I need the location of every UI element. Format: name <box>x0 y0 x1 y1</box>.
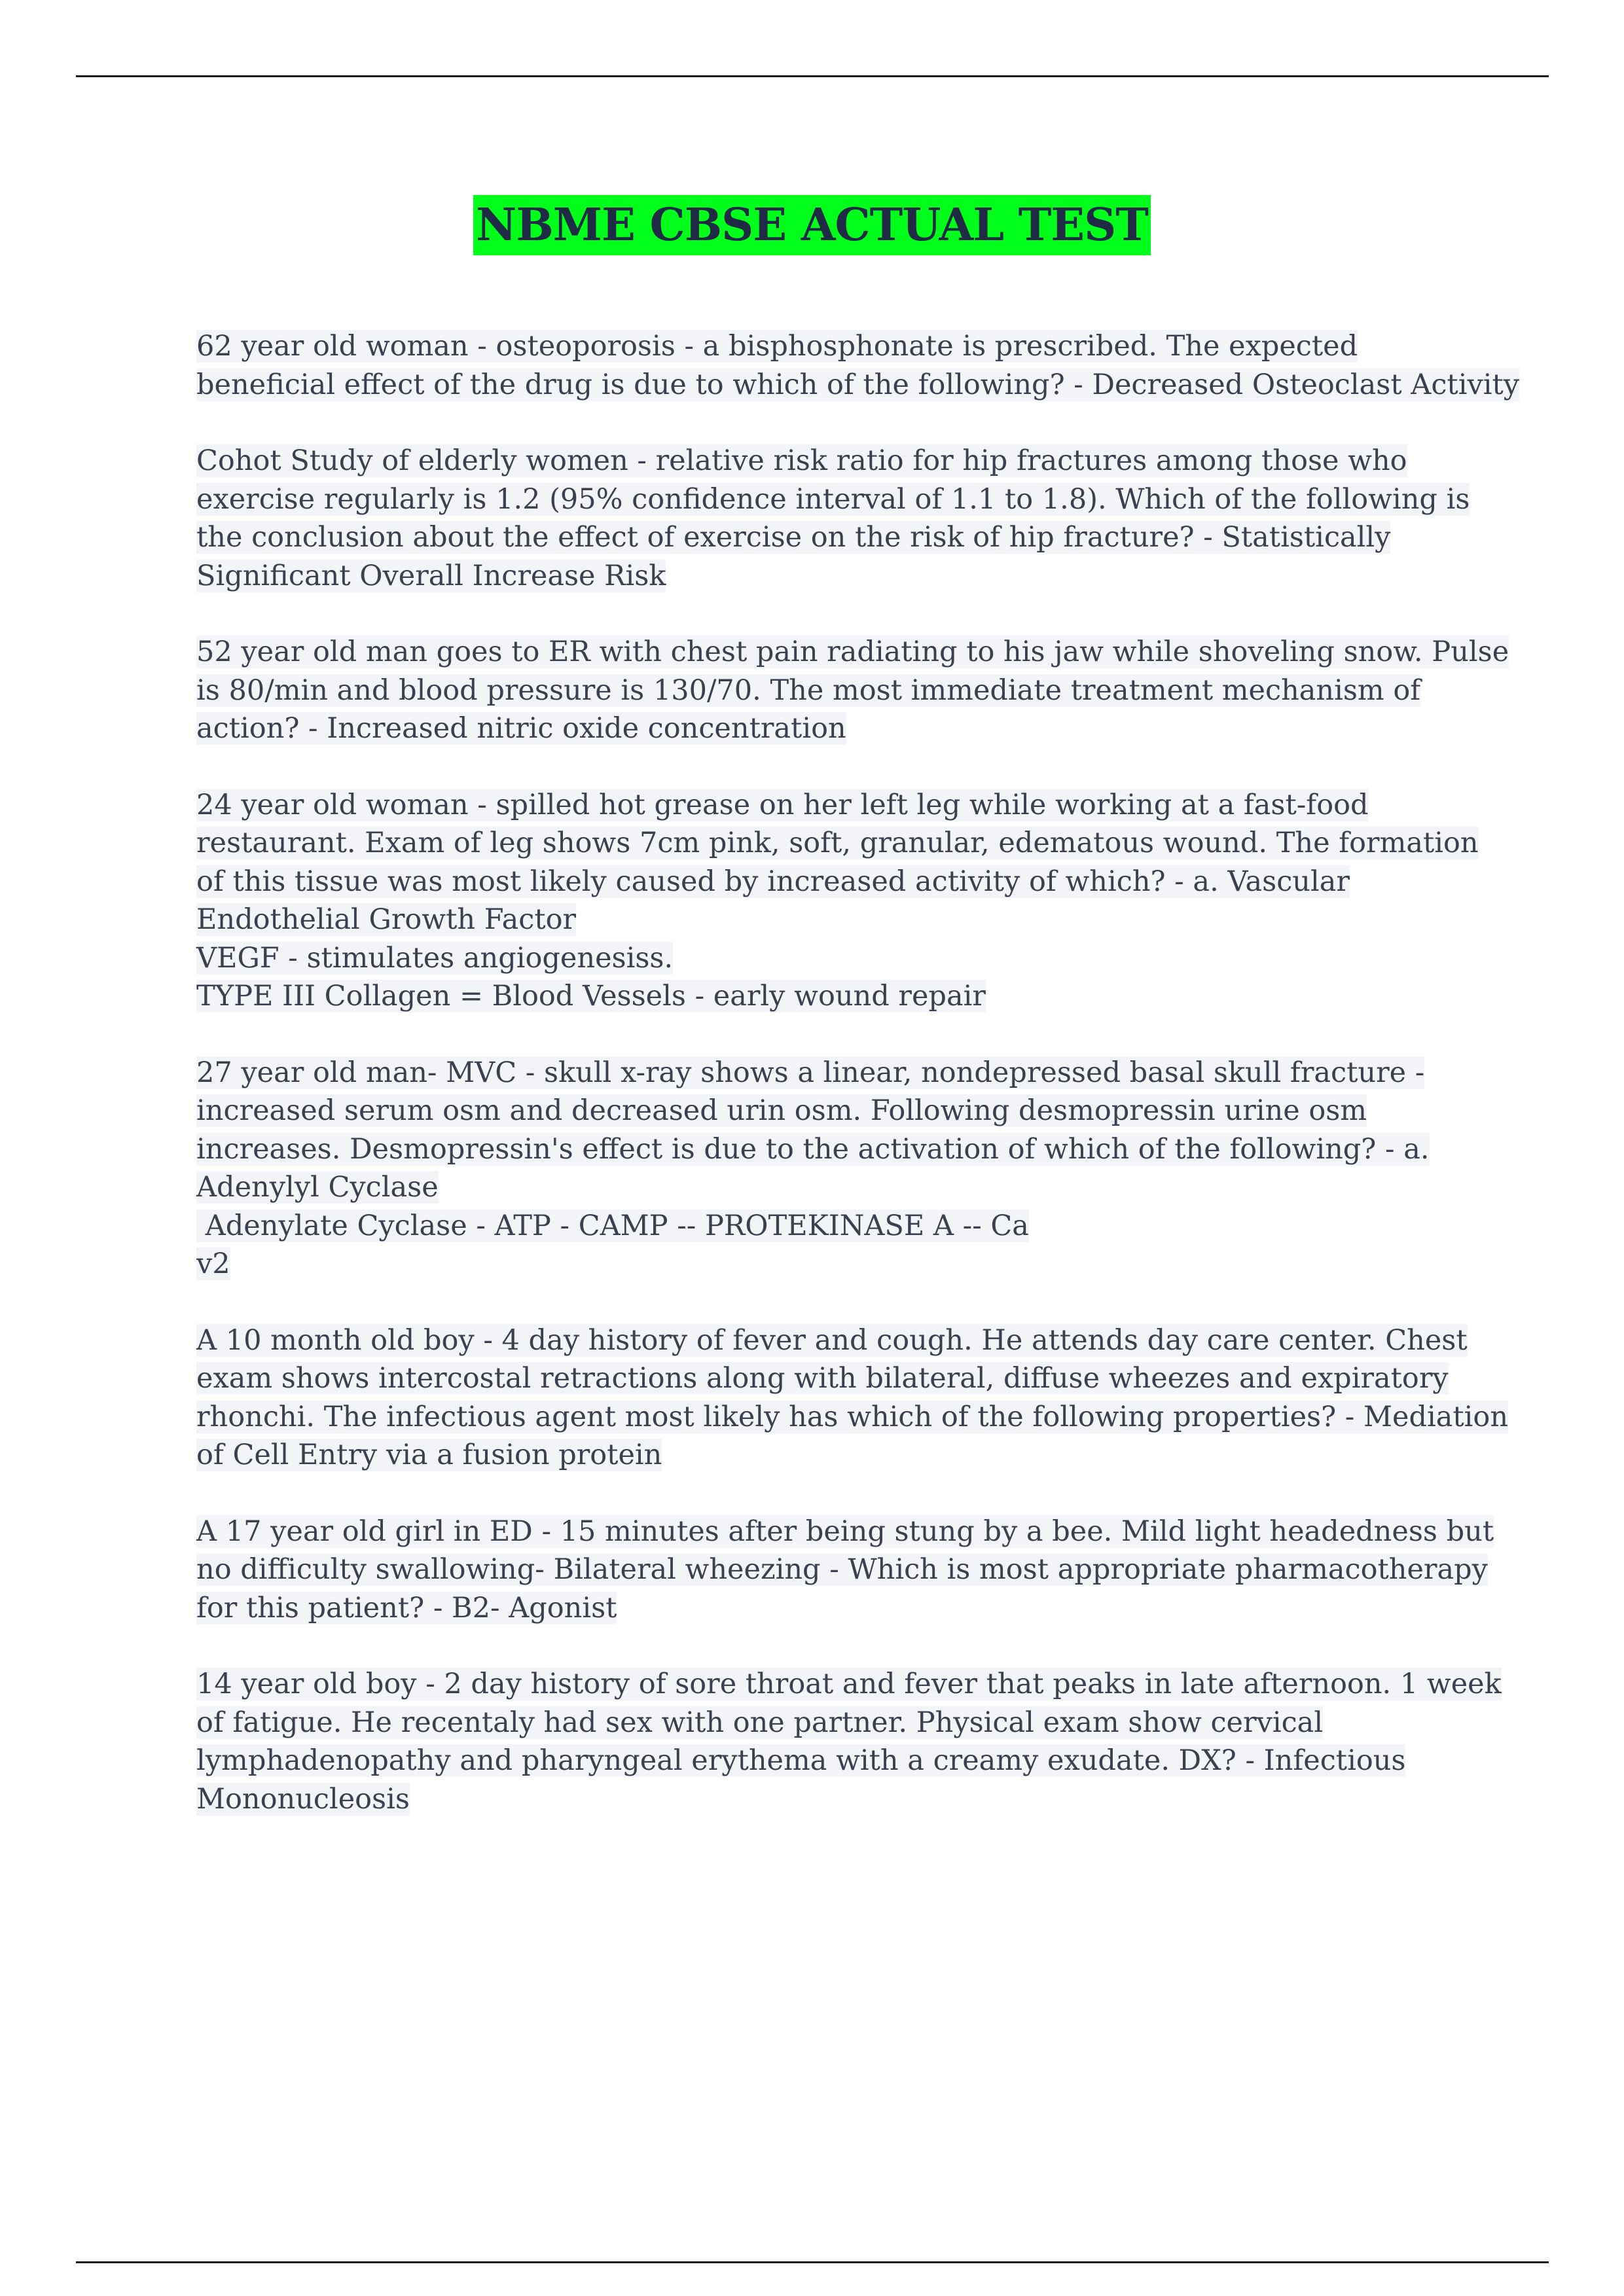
text-line: 52 year old man goes to ER with chest pain radiating to his jaw while shoveling snow. Pulse <box>196 636 1509 668</box>
header-rule <box>76 75 1549 77</box>
qa-entry <box>196 442 1479 595</box>
text-line: restaurant. Exam of leg shows 7cm pink, soft, granular, edematous wound. The formation <box>196 827 1479 859</box>
title-container <box>0 195 1624 255</box>
text-line: for this patient? - B2- Agonist <box>196 1591 617 1624</box>
text-line: 14 year old boy - 2 day history of sore throat and fever that peaks in late afternoon. 1 week <box>196 1668 1502 1700</box>
text-line: 27 year old man- MVC - skull x-ray shows a linear, nondepressed basal skull fracture - <box>196 1056 1425 1089</box>
text-line: increased serum osm and decreased urin osm. Following desmopressin urine osm <box>196 1094 1367 1127</box>
text-line: Cohot Study of elderly women - relative risk ratio for hip fractures among those who <box>196 444 1407 477</box>
page-title: NBME CBSE ACTUAL TEST <box>473 195 1151 255</box>
qa-entry <box>196 1054 1479 1283</box>
text-line: v2 <box>196 1247 230 1280</box>
text-line: 62 year old woman - osteoporosis - a bisphosphonate is prescribed. The expected <box>196 330 1358 363</box>
text-line: no difficulty swallowing- Bilateral wheezing - Which is most appropriate pharmacotherapy <box>196 1553 1488 1586</box>
text-line: VEGF - stimulates angiogenesiss. <box>196 941 674 975</box>
qa-entry <box>196 633 1509 748</box>
text-line: of Cell Entry via a fusion protein <box>196 1439 662 1471</box>
qa-entry <box>196 1513 1494 1628</box>
text-line: Endothelial Growth Factor <box>196 903 577 936</box>
qa-entry <box>196 1665 1502 1818</box>
text-line: increases. Desmopressin's effect is due to the activation of which of the following? - a. <box>196 1132 1430 1166</box>
text-line: of this tissue was most likely caused by increased activity of which? - a. Vascular <box>196 865 1350 898</box>
text-line: exam shows intercostal retractions along with bilateral, diffuse wheezes and expiratory <box>196 1362 1449 1395</box>
text-line: exercise regularly is 1.2 (95% confidence interval of 1.1 to 1.8). Which of the following is <box>196 482 1470 516</box>
text-line: Adenylate Cyclase - ATP - CAMP -- PROTEKINASE A -- Ca <box>196 1209 1029 1242</box>
text-line: 24 year old woman - spilled hot grease on her left leg while working at a fast-food <box>196 788 1369 821</box>
qa-entry <box>196 786 1479 1016</box>
text-line: the conclusion about the effect of exercise on the risk of hip fracture? - Statistically <box>196 521 1391 554</box>
text-line: Mononucleosis <box>196 1782 410 1816</box>
text-line: A 10 month old boy - 4 day history of fever and cough. He attends day care center. Chest <box>196 1323 1468 1357</box>
text-line: A 17 year old girl in ED - 15 minutes after being stung by a bee. Mild light headedness but <box>196 1515 1494 1548</box>
text-line: Adenylyl Cyclase <box>196 1171 439 1204</box>
document-body <box>196 327 1520 1856</box>
text-line: Significant Overall Increase Risk <box>196 559 666 592</box>
text-line: rhonchi. The infectious agent most likely has which of the following properties? - Mediation <box>196 1400 1509 1433</box>
text-line: action? - Increased nitric oxide concentration <box>196 712 846 745</box>
text-line: TYPE III Collagen = Blood Vessels - early wound repair <box>196 980 986 1013</box>
footer-rule <box>76 2261 1549 2263</box>
text-line: of fatigue. He recentaly had sex with one partner. Physical exam show cervical <box>196 1706 1324 1739</box>
qa-entry <box>196 327 1520 404</box>
qa-entry <box>196 1321 1509 1475</box>
text-line: lymphadenopathy and pharyngeal erythema with a creamy exudate. DX? - Infectious <box>196 1744 1406 1777</box>
text-line: is 80/min and blood pressure is 130/70. The most immediate treatment mechanism of <box>196 673 1421 707</box>
text-line: beneficial effect of the drug is due to which of the following? - Decreased Osteoclast Activity <box>196 368 1520 401</box>
